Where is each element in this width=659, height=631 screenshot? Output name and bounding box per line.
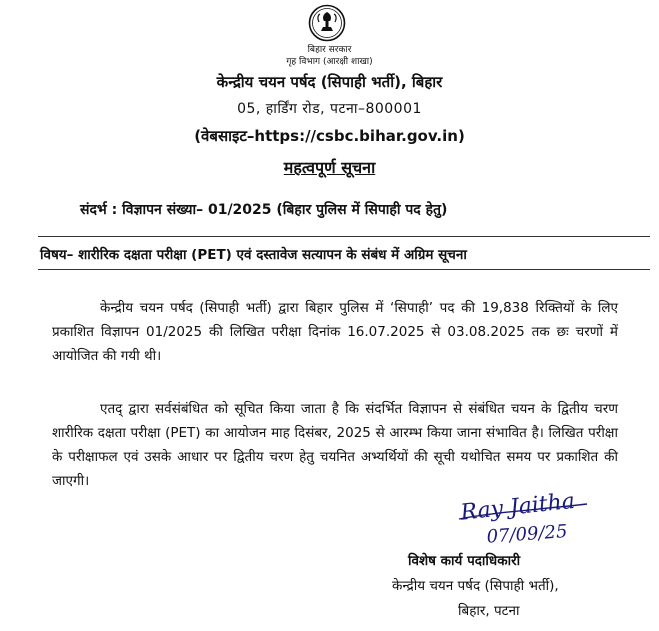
government-name: बिहार सरकार bbox=[307, 45, 352, 55]
signatory-office: केन्द्रीय चयन पर्षद (सिपाही भर्ती), bbox=[392, 578, 559, 594]
state-emblem-icon bbox=[308, 4, 346, 42]
notice-paragraph-2: एतद् द्वारा सर्वसंबंधित को सूचित किया जाता है कि संदर्भित विज्ञापन से संबंधित चयन के द्वितीय चरण शारीरिक दक्षता परीक्षा (PET) का आयोजन माह दिसंबर, 2025 से आरम्भ किया जाना संभावित है। लिखित परीक्षा के परीक्षाफल एवं उसके आधार पर द्वितीय चरण हेतु चयनित अभ्यर्थियों की सूची यथोचित समय पर प्रकाशित की जाएगी। bbox=[52, 401, 618, 489]
notice-heading: महत्वपूर्ण सूचना bbox=[283, 158, 376, 177]
signature-date: 07/09/25 bbox=[485, 521, 569, 548]
handwritten-signature bbox=[455, 486, 595, 548]
signatory-designation: विशेष कार्य पदाधिकारी bbox=[408, 553, 521, 569]
website-line: (वेबसाइट–https://csbc.bihar.gov.in) bbox=[194, 127, 465, 145]
signatory-place: बिहार, पटना bbox=[458, 603, 520, 619]
signature-name: Ray Jaitha bbox=[459, 488, 577, 526]
office-address: 05, हार्डिंग रोड, पटना–800001 bbox=[237, 101, 422, 117]
subject-top-divider bbox=[38, 236, 650, 237]
reference-line: संदर्भ : विज्ञापन संख्या– 01/2025 (बिहार पुलिस में सिपाही पद हेतु) bbox=[80, 202, 448, 218]
subject-line: विषय– शारीरिक दक्षता परीक्षा (PET) एवं दस्तावेज सत्यापन के संबंध में अग्रिम सूचना bbox=[40, 247, 467, 263]
office-title: केन्द्रीय चयन पर्षद (सिपाही भर्ती), बिहार bbox=[216, 73, 443, 91]
subject-bottom-divider bbox=[38, 269, 650, 270]
notice-paragraph-1: केन्द्रीय चयन पर्षद (सिपाही भर्ती) द्वारा बिहार पुलिस में ‘सिपाही’ पद की 19,838 रिक्तियों के लिए प्रकाशित विज्ञापन 01/2025 की लिखित परीक्षा दिनांक 16.07.2025 से 03.08.2025 तक छः चरणों में आयोजित की गयी थी। bbox=[52, 300, 618, 364]
department-name: गृह विभाग (आरक्षी शाखा) bbox=[286, 57, 373, 67]
